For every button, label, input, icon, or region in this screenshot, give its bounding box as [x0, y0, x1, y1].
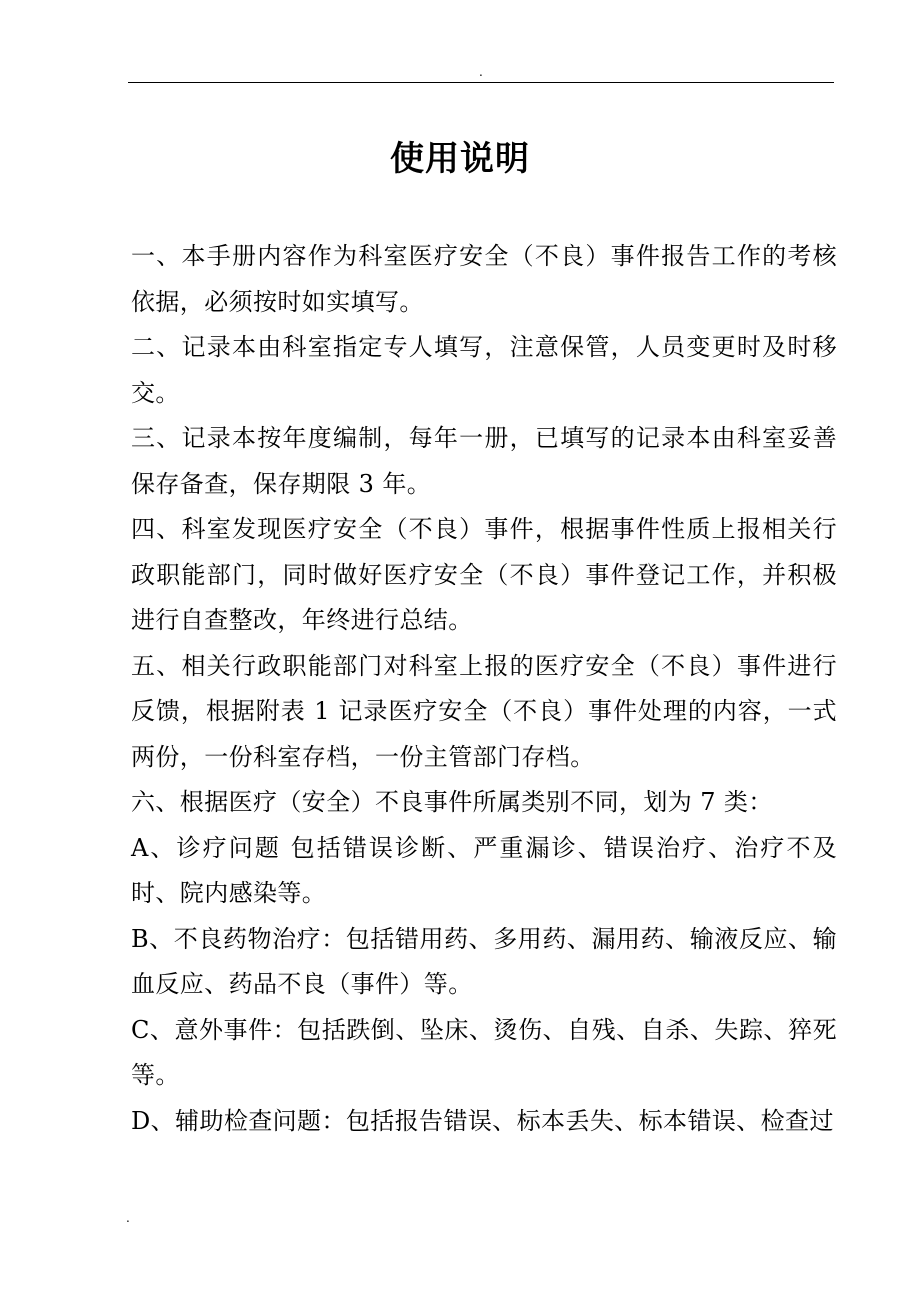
- paragraph-5: 五、相关行政职能部门对科室上报的医疗安全（不良）事件进行反馈，根据附表 1 记录医疗安全（不良）事件处理的内容，一式两份，一份科室存档，一份主管部门存档。: [131, 651, 837, 771]
- paragraph-4: 四、科室发现医疗安全（不良）事件，根据事件性质上报相关行政职能部门，同时做好医疗安全（不良）事件登记工作，并积极进行自查整改，年终进行总结。: [131, 515, 837, 634]
- category-d: D、辅助检查问题：包括报告错误、标本丢失、标本错误、检查过: [131, 1106, 834, 1135]
- category-c: C、意外事件：包括跌倒、坠床、烫伤、自残、自杀、失踪、猝死等。: [131, 1015, 837, 1089]
- category-b: B、不良药物治疗：包括错用药、多用药、漏用药、输液反应、输血反应、药品不良（事件）等。: [131, 924, 837, 998]
- category-a: A、诊疗问题 包括错误诊断、严重漏诊、错误治疗、治疗不及时、院内感染等。: [131, 833, 837, 907]
- page-title: 使用说明: [390, 139, 530, 179]
- paragraph-3: 三、记录本按年度编制，每年一册，已填写的记录本由科室妥善保存备查，保存期限 3 年。: [131, 424, 837, 498]
- header-mark: .: [479, 65, 483, 79]
- paragraph-1: 一、本手册内容作为科室医疗安全（不良）事件报告工作的考核依据，必须按时如实填写。: [131, 242, 837, 316]
- document-body: [131, 234, 837, 1144]
- paragraph-2: 二、记录本由科室指定专人填写，注意保管，人员变更时及时移交。: [131, 333, 837, 407]
- header-rule: [128, 82, 834, 83]
- paragraph-6: 六、根据医疗（安全）不良事件所属类别不同，划为 7 类：: [131, 788, 773, 816]
- footer-mark: .: [126, 1211, 130, 1225]
